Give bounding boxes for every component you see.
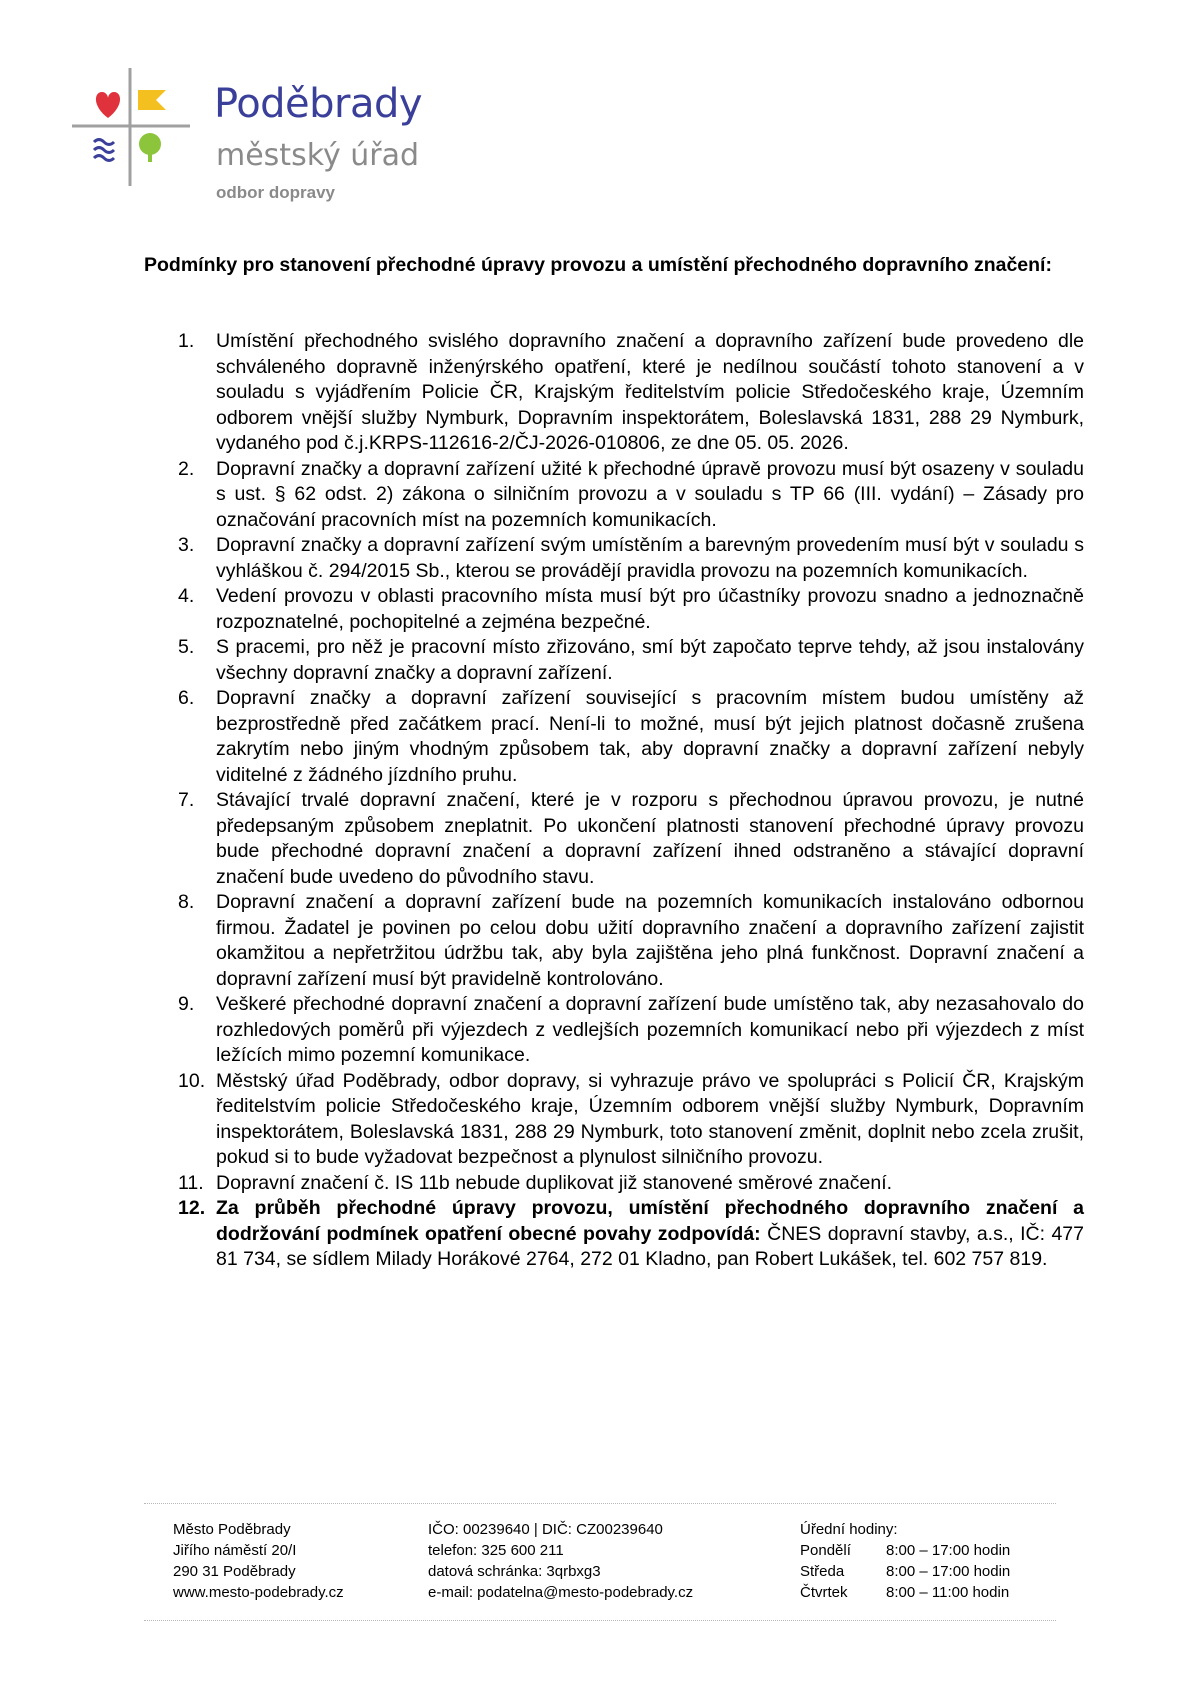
footer-address-line: Město Poděbrady — [173, 1521, 291, 1538]
hours-day: Středa — [800, 1563, 845, 1580]
hours-time: 8:00 – 17:00 hodin — [886, 1563, 1011, 1580]
footer-phone: telefon: 325 600 211 — [428, 1542, 564, 1559]
conditions-list — [144, 329, 1084, 1273]
logo-title: Poděbrady — [214, 81, 423, 127]
condition-item — [144, 329, 1084, 457]
flag-icon — [138, 90, 166, 110]
condition-item — [144, 788, 1084, 890]
condition-item — [144, 584, 1084, 635]
office-hours-row — [800, 1540, 1010, 1561]
condition-item — [144, 635, 1084, 686]
condition-number: 9. — [178, 993, 195, 1015]
condition-number: 11. — [178, 1171, 204, 1194]
footer-databox: datová schránka: 3qrbxg3 — [428, 1563, 601, 1580]
footer-address-line: 290 31 Poděbrady — [173, 1563, 296, 1580]
condition-text: Dopravní značky a dopravní zařízení související s pracovním místem budou umístěny až bezprostředně před začátkem prací. Není-li to možné, musí být jejich platnost dočasně zrušena zakrytím nebo jiným vhodným způsobem tak, aby dopravní značky a dopravní zařízení nebyly viditelné z žádného jízdního pruhu. — [216, 687, 1084, 786]
condition-number: 12. — [178, 1197, 206, 1219]
condition-number: 7. — [178, 789, 195, 811]
condition-number: 3. — [178, 534, 195, 556]
condition-item — [144, 686, 1084, 788]
footer-contact — [428, 1519, 693, 1603]
condition-bold-text: Za průběh přechodné úpravy provozu, umístění přechodného dopravního značení a dodržování podmínek opatření obecné povahy zodpovídá: — [216, 1197, 1084, 1245]
waves-icon — [94, 140, 114, 145]
footer-divider-top — [144, 1503, 1056, 1504]
document-heading: Podmínky pro stanovení přechodné úpravy provozu a umístění přechodného dopravního značení: — [144, 254, 1052, 276]
footer-email-link[interactable]: e-mail: podatelna@mesto-podebrady.cz — [428, 1584, 694, 1601]
condition-item — [144, 1069, 1084, 1171]
condition-number: 4. — [178, 585, 195, 607]
condition-number: 6. — [178, 687, 195, 709]
condition-text: Dopravní značky a dopravní zařízení užité k přechodné úpravě provozu musí být osazeny v souladu s ust. § 62 odst. 2) zákona o silničním provozu a v souladu s TP 66 (III. vydání) – Zásady pro označování pracovních míst na pozemních komunikacích. — [216, 457, 1084, 531]
hours-day: Pondělí — [800, 1542, 851, 1559]
office-hours-row — [800, 1582, 1010, 1603]
condition-item — [144, 992, 1084, 1069]
tree-icon — [139, 133, 161, 155]
logo-subtitle: městský úřad — [216, 138, 420, 173]
condition-number: 8. — [178, 891, 195, 913]
condition-text: Městský úřad Poděbrady, odbor dopravy, si vyhrazuje právo ve spolupráci s Policií ČR, Krajským ředitelstvím policie Středočeského kraje, Územním odborem vnější služby Nymburk, Dopravním inspektorátem, Boleslavská 1831, 288 29 Nymburk, toto stanovení změnit, doplnit nebo zcela zrušit, pokud si to bude vyžadovat bezpečnost a plynulost silničního provozu. — [216, 1069, 1084, 1168]
condition-number: 5. — [178, 636, 195, 658]
condition-item — [144, 457, 1084, 534]
podebrady-logo-icon — [72, 66, 192, 190]
footer-address — [173, 1519, 344, 1603]
condition-number: 2. — [178, 457, 195, 480]
office-hours-row — [800, 1561, 1010, 1582]
hours-time: 8:00 – 11:00 hodin — [886, 1584, 1010, 1601]
condition-text: Stávající trvalé dopravní značení, které je v rozporu s přechodnou úpravou provozu, je nutné předepsaným způsobem zneplatnit. Po ukončení platnosti stanovení přechodné úpravy provozu bude přechodné dopravní značení a dopravní zařízení ihned odstraněno a stávající dopravní značení bude uvedeno do původního stavu. — [216, 789, 1084, 888]
heart-icon — [96, 92, 120, 118]
footer-divider-bottom — [144, 1620, 1056, 1621]
condition-item — [144, 1196, 1084, 1273]
condition-number: 10. — [178, 1069, 206, 1092]
condition-text: Veškeré přechodné dopravní značení a dopravní zařízení bude umístěno tak, aby nezasahovalo do rozhledových poměrů při výjezdech z vedlejších pozemních komunikací nebo při výjezdech z míst ležících mimo pozemní komunikace. — [216, 993, 1084, 1066]
condition-item — [144, 1171, 1084, 1197]
condition-text: Dopravní značky a dopravní zařízení svým umístěním a barevným provedením musí být v souladu s vyhláškou č. 294/2015 Sb., kterou se provádějí pravidla provozu na pozemních komunikacích. — [216, 534, 1084, 582]
condition-text: Vedení provozu v oblasti pracovního místa musí být pro účastníky provozu snadno a jednoznačně rozpoznatelné, pochopitelné a zejména bezpečné. — [216, 585, 1084, 633]
condition-text: ČNES dopravní stavby, a.s., IČ: 477 81 734, se sídlem Milady Horákové 2764, 272 01 Kladno, pan Robert Lukášek, tel. 602 757 819. — [216, 1222, 1084, 1270]
condition-text: Dopravní značení a dopravní zařízení bude na pozemních komunikacích instalováno odbornou firmou. Žadatel je povinen po celou dobu užití dopravního značení a dopravního zařízení zajistit okamžitou a nepřetržitou údržbu tak, aby byla zajištěna jeho plná funkčnost. Dopravní značení a dopravní zařízení musí být pravidelně kontrolováno. — [216, 891, 1084, 990]
office-hours-title: Úřední hodiny: — [800, 1521, 898, 1538]
hours-time: 8:00 – 17:00 hodin — [886, 1542, 1011, 1559]
footer-ico: IČO: 00239640 | DIČ: CZ00239640 — [428, 1521, 663, 1538]
footer-office-hours — [800, 1519, 1010, 1603]
footer-website-link[interactable]: www.mesto-podebrady.cz — [173, 1584, 344, 1601]
condition-number: 1. — [178, 330, 195, 352]
footer-address-line: Jiřího náměstí 20/I — [173, 1542, 297, 1559]
condition-text: Dopravní značení č. IS 11b nebude duplikovat již stanovené směrové značení. — [216, 1171, 893, 1194]
condition-item — [144, 533, 1084, 584]
hours-day: Čtvrtek — [800, 1584, 848, 1601]
condition-item — [144, 890, 1084, 992]
department-name: odbor dopravy — [216, 183, 336, 202]
condition-text: Umístění přechodného svislého dopravního značení a dopravního zařízení bude provedeno dle schváleného dopravně inženýrského opatření, které je nedílnou součástí tohoto stanovení a v souladu s vyjádřením Policie ČR, Krajským ředitelstvím policie Středočeského kraje, Územním odborem vnější služby Nymburk, Dopravním inspektorátem, Boleslavská 1831, 288 29 Nymburk, vydaného pod č.j.KRPS-112616-2/ČJ-2026-010806, ze dne 05. 05. 2026. — [216, 330, 1084, 454]
condition-text: S pracemi, pro něž je pracovní místo zřizováno, smí být započato teprve tehdy, až jsou instalovány všechny dopravní značky a dopravní zařízení. — [216, 636, 1084, 684]
